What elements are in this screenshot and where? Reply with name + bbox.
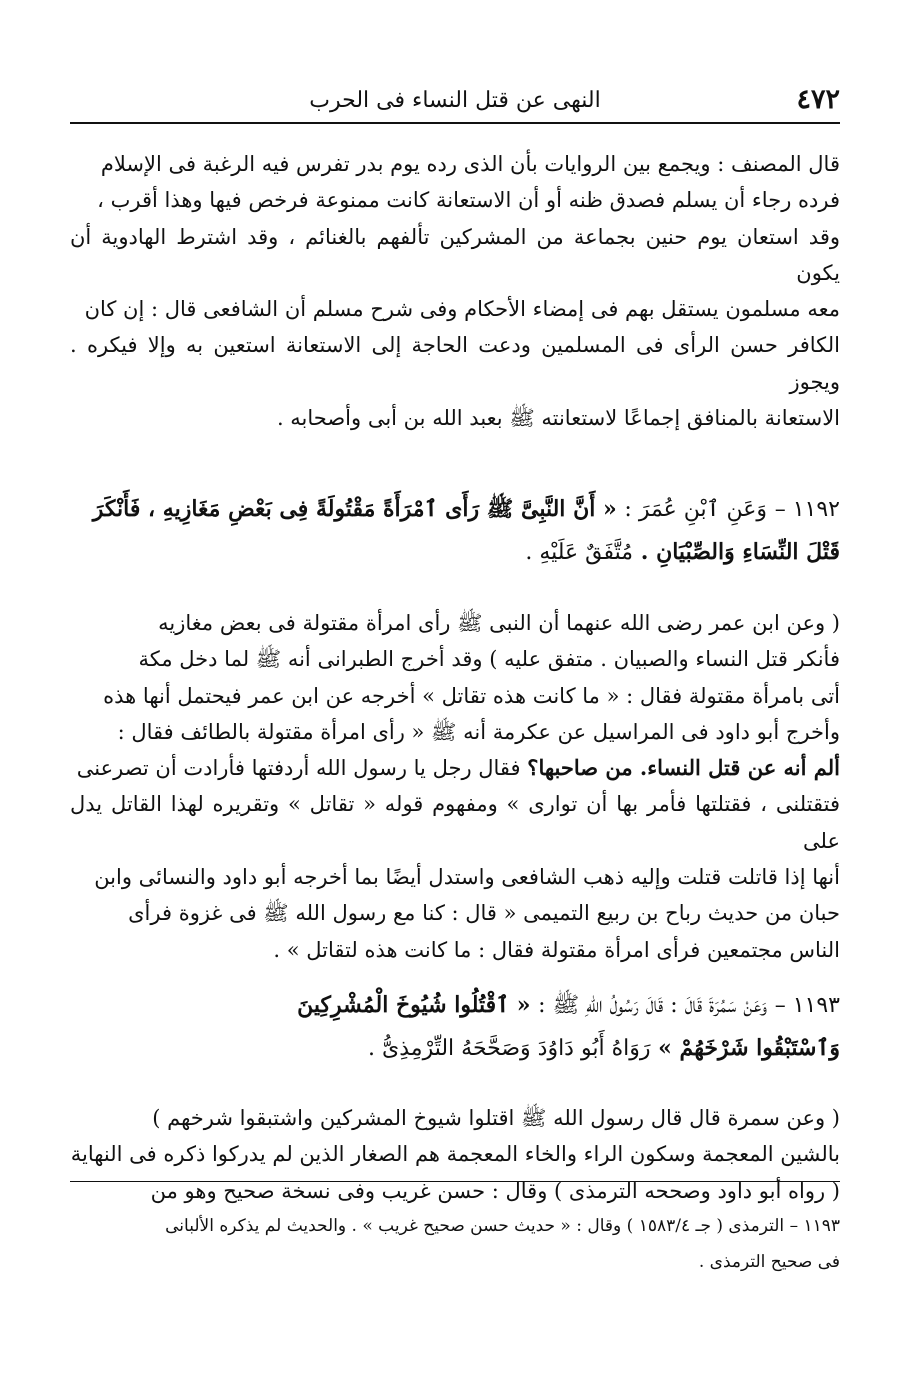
hadith-source: مُتَّفَقٌ عَلَيْهِ . bbox=[525, 540, 634, 565]
page-number: ٤٧٢ bbox=[796, 84, 840, 115]
page-header bbox=[70, 78, 840, 124]
text-line: الكافر حسن الرأى فى المسلمين ودعت الحاجة إلى الاستعانة استعين به وإلا فيكره . ويجوز bbox=[70, 333, 840, 394]
hadith-number: ١١٩٢ – bbox=[774, 497, 840, 522]
text-line: فتقتلنى ، فقتلتها فأمر بها أن توارى » ومفهوم قوله « تقاتل » وتقريره لهذا القاتل يدل على bbox=[70, 792, 840, 853]
hadith-text: « ٱقْتُلُوا شُيُوخَ الْمُشْرِكِينَ bbox=[297, 992, 531, 1018]
text-line: قال المصنف : ويجمع بين الروايات بأن الذى رده يوم بدر تفرس فيه الرغبة فى الإسلام bbox=[100, 152, 840, 176]
commentary-paragraph-1 bbox=[70, 146, 840, 436]
text-line: فأنكر قتل النساء والصبيان . متفق عليه ) وقد أخرج الطبرانى أنه ﷺ لما دخل مكة bbox=[138, 647, 840, 672]
text-line bbox=[70, 750, 840, 786]
text-line-rest: فقال رجل يا رسول الله أردفتها فأرادت أن تصرعنى bbox=[76, 756, 521, 781]
footnote bbox=[70, 1208, 840, 1280]
hadith-line bbox=[70, 984, 840, 1027]
text-line: وقد استعان يوم حنين بجماعة من المشركين تألفهم بالغنائم ، وقد اشترط الهادوية أن يكون bbox=[70, 224, 840, 285]
footnote-line: فى صحيح الترمذى . bbox=[698, 1252, 840, 1272]
text-line: ( وعن سمرة قال قال رسول الله ﷺ اقتلوا شيوخ المشركين واشتبقوا شرخهم ) bbox=[152, 1106, 840, 1130]
bold-phrase: ألم أنه عن قتل النساء. من صاحبها؟ bbox=[527, 755, 840, 781]
commentary-paragraph-2 bbox=[70, 605, 840, 968]
hadith-narrator: وَعَنْ سَمُرَةَ قَالَ : قَالَ رَسُولُ اللهِ ﷺ : bbox=[538, 993, 768, 1018]
hadith-1193 bbox=[70, 984, 840, 1070]
hadith-text: قَتْلَ النِّسَاءِ وَالصِّبْيَانِ . bbox=[640, 539, 840, 565]
hadith-line bbox=[70, 488, 840, 531]
text-line: فرده رجاء أن يسلم فصدق ظنه أو أن الاستعانة كانت ممنوعة فرخص فيها وهذا أقرب ، bbox=[97, 188, 840, 213]
text-line: بالشين المعجمة وسكون الراء والخاء المعجمة هم الصغار الذين لم يدركوا ذكره فى النهاية bbox=[70, 1142, 840, 1167]
hadith-1192 bbox=[70, 488, 840, 574]
text-line: حبان من حديث رباح بن ربيع التميمى « قال : كنا مع رسول الله ﷺ فى غزوة فرأى bbox=[128, 901, 840, 926]
book-page bbox=[70, 78, 840, 1358]
running-title: النهى عن قتل النساء فى الحرب bbox=[309, 88, 601, 113]
text-line: ( وعن ابن عمر رضى الله عنهما أن النبى ﷺ رأى امرأة مقتولة فى بعض مغازيه bbox=[158, 611, 840, 635]
hadith-text: « أَنَّ النَّبِىَّ ﷺ رَأَى ٱمْرَأَةً مَقْتُولَةً فِى بَعْضِ مَغَازِيهِ ، فَأَنْكَرَ bbox=[92, 496, 617, 522]
hadith-source: رَوَاهُ أَبُو دَاوُدَ وَصَحَّحَهُ التِّرْمِذِىُّ . bbox=[368, 1036, 651, 1061]
text-line: وأخرج أبو داود فى المراسيل عن عكرمة أنه ﷺ « رأى امرأة مقتولة بالطائف فقال : bbox=[117, 719, 840, 744]
footnote-divider bbox=[70, 1181, 840, 1182]
text-line: أتى بامرأة مقتولة فقال : « ما كانت هذه تقاتل » أخرجه عن ابن عمر فيحتمل أنها هذه bbox=[103, 683, 840, 708]
text-line: معه مسلمون يستقل بهم فى إمضاء الأحكام وفى شرح مسلم أن الشافعى قال : إن كان bbox=[84, 297, 840, 322]
text-line: أنها إذا قاتلت قتلت وإليه ذهب الشافعى واستدل أيضًا بما أخرجه أبو داود والنسائى وابن bbox=[94, 865, 840, 890]
hadith-number: ١١٩٣ – bbox=[774, 993, 840, 1018]
commentary-paragraph-3 bbox=[70, 1100, 840, 1209]
text-line: الاستعانة بالمنافق إجماعًا لاستعانته ﷺ بعبد الله بن أبى وأصحابه . bbox=[276, 406, 840, 431]
hadith-line bbox=[70, 1027, 840, 1070]
text-line: ( رواه أبو داود وصححه الترمذى ) وقال : حسن غريب وفى نسخة صحيح وهو من bbox=[150, 1178, 840, 1203]
hadith-text: وَٱسْتَبْقُوا شَرْخَهُمْ » bbox=[658, 1035, 840, 1061]
hadith-line bbox=[70, 531, 840, 574]
hadith-narrator: وَعَنِ ٱبْنِ عُمَرَ : bbox=[624, 497, 768, 522]
footnote-line: ١١٩٣ – الترمذى ( جـ ١٥٨٣/٤ ) وقال : « حديث حسن صحيح غريب » . والحديث لم يذكره الألبانى bbox=[165, 1216, 840, 1236]
text-line: الناس مجتمعين فرأى امرأة مقتولة فقال : ما كانت هذه لتقاتل » . bbox=[273, 937, 840, 962]
